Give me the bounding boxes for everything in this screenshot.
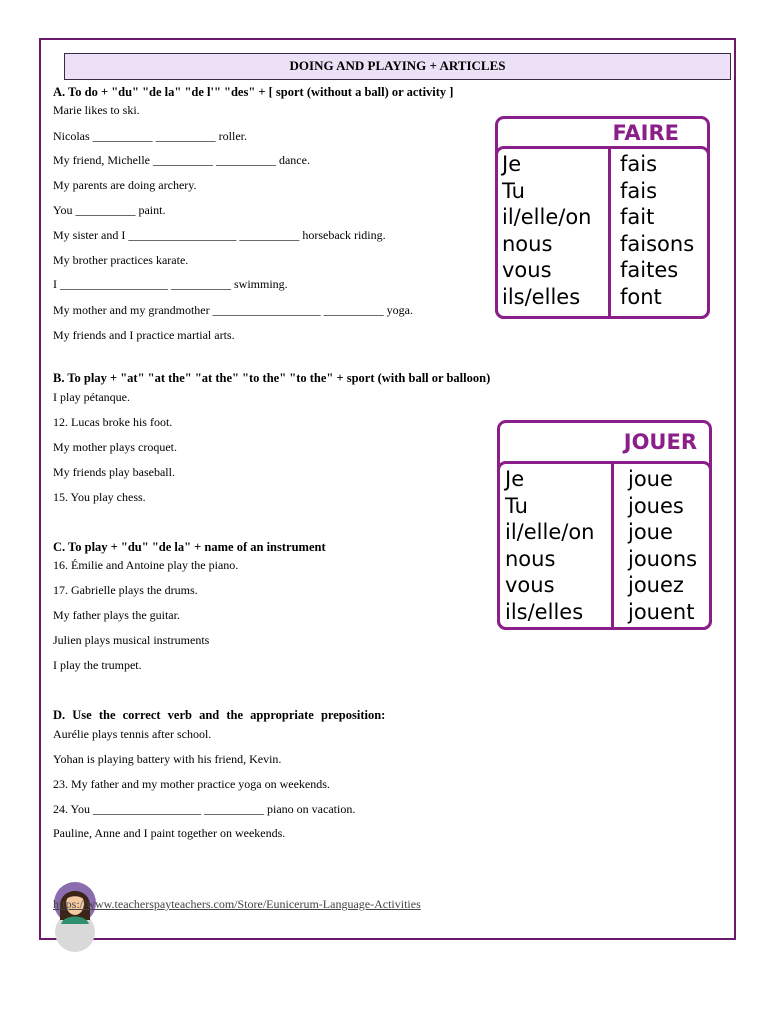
jouer-title: JOUER <box>623 430 697 454</box>
verb-form: jouent <box>628 599 695 624</box>
pronoun: il/elle/on <box>505 520 595 544</box>
verb-form: fait <box>620 205 655 229</box>
exercise-line: Aurélie plays tennis after school. <box>53 727 212 741</box>
exercise-line: Nicolas __________ __________ roller. <box>53 129 247 143</box>
pronoun: nous <box>505 546 556 571</box>
pronoun: vous <box>502 258 552 282</box>
exercise-line: Pauline, Anne and I paint together on weekends. <box>53 826 286 840</box>
pronoun: il/elle/on <box>502 205 592 229</box>
section-d-heading: D. Use the correct verb and the appropriate preposition: <box>53 708 386 722</box>
exercise-line: Julien plays musical instruments <box>53 633 210 647</box>
worksheet-title: DOING AND PLAYING + ARTICLES <box>64 53 731 80</box>
section-c-heading: C. To play + "du" "de la" + name of an instrument <box>53 540 326 554</box>
exercise-line: My friends and I practice martial arts. <box>53 328 235 342</box>
exercise-line: My parents are doing archery. <box>53 178 197 192</box>
section-a-heading: A. To do + "du" "de la" "de l'" "des" + [ sport (without a ball) or activity ] <box>53 85 454 99</box>
pronoun-column <box>505 466 595 625</box>
pronoun: nous <box>502 231 553 256</box>
verb-form: jouons <box>628 546 698 571</box>
verb-form: joue <box>628 520 673 544</box>
verb-form: joue <box>628 467 673 491</box>
column-divider <box>608 149 611 316</box>
verb-form: font <box>620 284 662 309</box>
pronoun: ils/elles <box>502 284 581 309</box>
exercise-line: My brother practices karate. <box>53 253 189 267</box>
exercise-line: 17. Gabrielle plays the drums. <box>53 583 198 597</box>
author-avatar-icon <box>52 880 98 952</box>
pronoun: Je <box>505 467 525 491</box>
exercise-line: 12. Lucas broke his foot. <box>53 415 173 429</box>
section-b-heading: B. To play + "at" "at the" "at the" "to the" "to the" + sport (with ball or balloon) <box>53 371 491 385</box>
exercise-line: 24. You __________________ __________ piano on vacation. <box>53 802 356 816</box>
exercise-line: I play the trumpet. <box>53 658 142 672</box>
exercise-line: My father plays the guitar. <box>53 608 180 622</box>
exercise-line: My mother plays croquet. <box>53 440 177 454</box>
pronoun-column <box>502 151 592 310</box>
store-link[interactable]: https://www.teacherspayteachers.com/Store/Eunicerum-Language-Activities <box>53 897 421 911</box>
pronoun: ils/elles <box>505 599 584 624</box>
verb-form: fais <box>620 152 658 176</box>
faire-title: FAIRE <box>612 121 679 145</box>
verb-form-column <box>620 151 694 310</box>
exercise-line: My sister and I __________________ __________ horseback riding. <box>53 228 386 242</box>
verb-form: faites <box>620 258 679 282</box>
exercise-line: Marie likes to ski. <box>53 103 140 117</box>
faire-table-body <box>495 146 710 319</box>
jouer-table-body <box>497 461 712 630</box>
pronoun: Tu <box>505 493 528 518</box>
exercise-line: My mother and my grandmother __________________ __________ yoga. <box>53 303 413 317</box>
exercise-line: You __________ paint. <box>53 203 166 217</box>
jouer-conjugation-table <box>497 420 712 630</box>
exercise-line: I play pétanque. <box>53 390 130 404</box>
exercise-line: 23. My father and my mother practice yoga on weekends. <box>53 777 330 791</box>
exercise-line: My friend, Michelle __________ __________ dance. <box>53 153 310 167</box>
verb-form: jouez <box>628 573 684 597</box>
pronoun: vous <box>505 573 555 597</box>
pronoun: Tu <box>502 178 525 203</box>
verb-form: faisons <box>620 231 695 256</box>
faire-conjugation-table <box>495 116 710 319</box>
exercise-line: I __________________ __________ swimming. <box>53 277 288 291</box>
exercise-line: Yohan is playing battery with his friend, Kevin. <box>53 752 282 766</box>
verb-form-column <box>628 466 697 625</box>
exercise-line: My friends play baseball. <box>53 465 175 479</box>
pronoun: Je <box>502 152 522 176</box>
exercise-line: 15. You play chess. <box>53 490 146 504</box>
verb-form: fais <box>620 178 658 203</box>
verb-form: joues <box>628 493 684 518</box>
column-divider <box>611 464 614 627</box>
exercise-line: 16. Émilie and Antoine play the piano. <box>53 558 239 572</box>
